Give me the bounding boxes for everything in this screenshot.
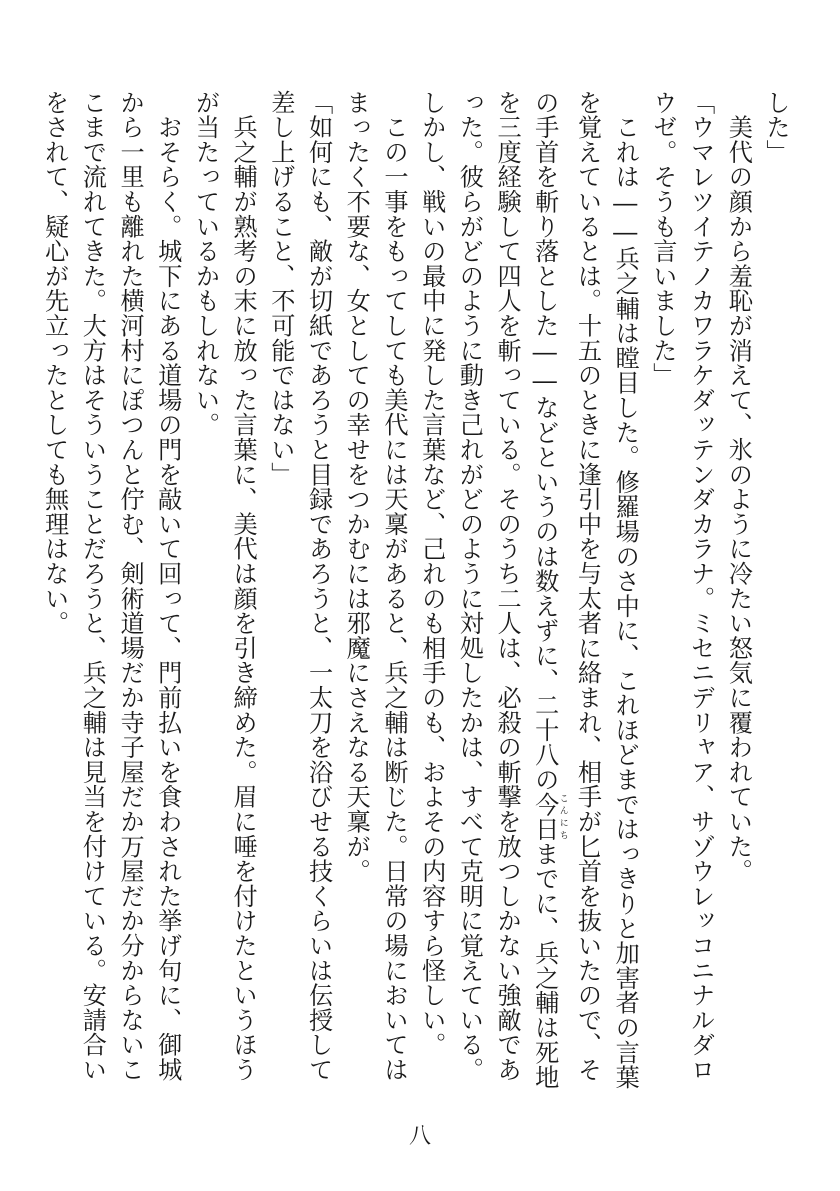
ruby-reading: こんにち [557,792,568,842]
text-line: った。彼らがどのように動き己れがどのように対処したかは、すべて克明に覚えている。 [455,90,484,1082]
text-line: これは――兵之輔は瞠目した。修羅場のさ中に、これほどまではっきりと加害者の言葉 [611,90,640,1090]
text-line-with-ruby: の手首を斬り落とした――などというのは数えずに、二十八の今日 こんにちまでに、兵之輔は死地 [530,90,568,1090]
text-line: した」 [762,90,790,165]
text-line: 美代の顔から羞恥が消えて、氷のように冷たい怒気に覆われていた。 [724,90,753,884]
text-line: を覚えているとは。十五のときに逢引中を与太者に絡まれ、相手が匕首を抜いたので、そ [573,90,602,1082]
ruby-annotation: 今日 こんにち [530,792,568,842]
text-line: をされて、疑心が先立ったとしても無理はない。 [40,90,69,636]
text-line: が当たっているかもしれない。 [191,90,220,438]
text-line: おそらく。城下にある道場の門を敲いて回って、門前払いを食わされた挙げ句に、御城 [153,90,182,1082]
text-line: 兵之輔が熟考の末に放った言葉に、美代は顔を引き締めた。眉に唾を付けたというほう [229,90,258,1082]
text-line: この一事をもってしても美代には天稟があると、兵之輔は断じた。日常の場においては [379,90,408,1082]
text-line: ウゼ。そうも言いました」 [648,90,677,388]
text-line: 差し上げること、不可能ではない」 [266,90,295,487]
text-line: こまで流れてきた。大方はそういうことだろうと、兵之輔は見当を付けている。安請合い [78,90,107,1082]
text-line: から一里も離れた横河村にぽつんと佇む、剣術道場だか寺子屋だか万屋だか分からないこ [116,90,145,1082]
text-line: 「ウマレツイテノカワラケダッテンダカラナ。ミセニデリャア、サゾウレッコニナルダロ [686,90,715,1082]
text-line: を三度経験して四人を斬っている。そのうち二人は、必殺の斬撃を放つしかない強敵であ [493,90,522,1082]
text-line: しかし、戦いの最中に発した言葉など、己れのも相手のも、およその内容すら怪しい。 [417,90,446,1058]
text-line: 「如何にも、敵が切紙であろうと目録であろうと、一太刀を浴びせる技くらいは伝授して [304,90,333,1082]
vertical-text-body [34,90,794,1100]
text-line: まったく不要な、女としての幸せをつかむには邪魔にさえなる天稟が。 [342,90,371,884]
page-number: 八 [408,1124,431,1149]
